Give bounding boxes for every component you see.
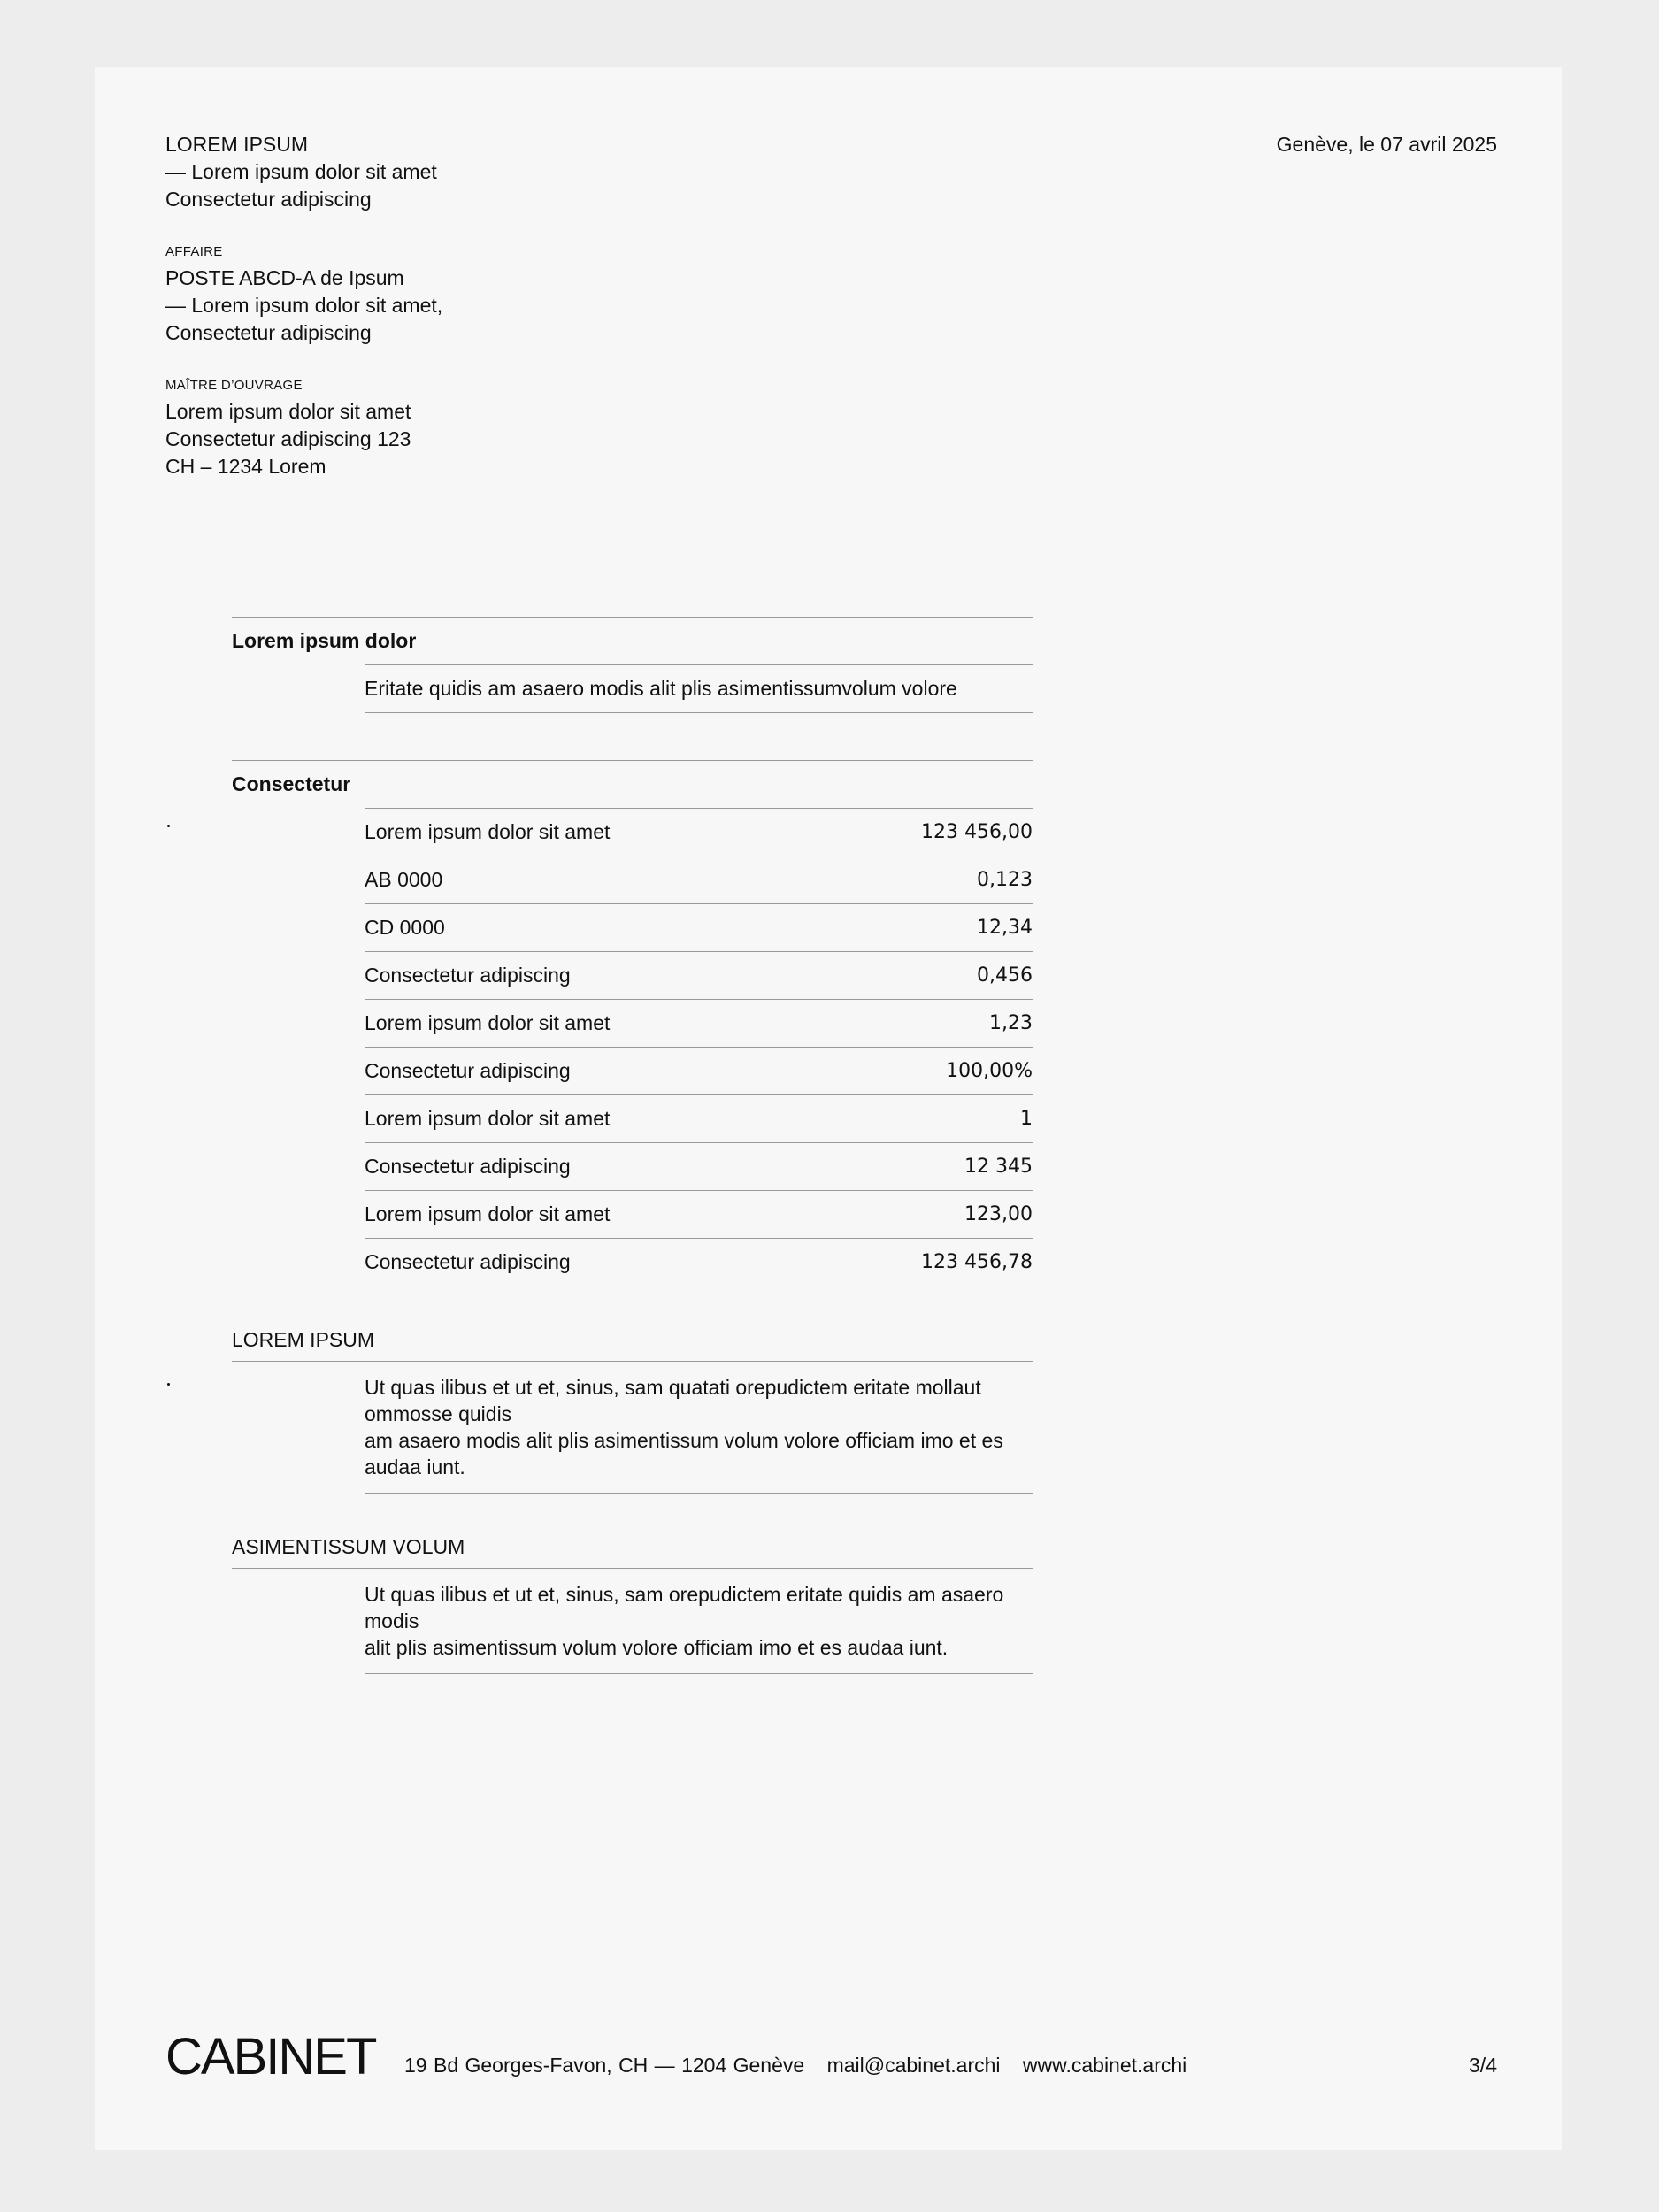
affaire-line1: POSTE ABCD-A de Ipsum xyxy=(165,266,404,289)
row-label: Lorem ipsum dolor sit amet xyxy=(365,1107,611,1130)
table-row xyxy=(365,1094,1033,1142)
paragraph-line2: alit plis asimentissum volum volore officiam imo et es audaa iunt. xyxy=(365,1636,949,1659)
document-page xyxy=(95,67,1562,2150)
header-title-block xyxy=(165,131,442,213)
table-row xyxy=(365,1190,1033,1238)
paragraph-line2: am asaero modis alit plis asimentissum volum volore officiam imo et es audaa iunt. xyxy=(365,1429,1003,1479)
row-value: 100,00% xyxy=(946,1060,1033,1082)
row-label: Lorem ipsum dolor sit amet xyxy=(365,1011,611,1034)
page-footer xyxy=(165,2030,1497,2083)
brand-logo: CABINET xyxy=(165,2028,376,2085)
affaire-label: AFFAIRE xyxy=(165,244,223,259)
row-value: 12,34 xyxy=(977,917,1033,939)
footer-address: 19 Bd Georges-Favon, CH — 1204 Genève xyxy=(404,2054,805,2077)
row-label: Consectetur adipiscing xyxy=(365,1155,571,1178)
footer-website[interactable]: www.cabinet.archi xyxy=(1022,2054,1187,2077)
row-label: Lorem ipsum dolor sit amet xyxy=(365,820,611,843)
section-lorem-ipsum-dolor xyxy=(232,617,1033,760)
section-consectetur xyxy=(232,760,1033,1318)
row-label: CD 0000 xyxy=(365,916,445,939)
content-area xyxy=(232,617,1033,1674)
section-lorem-ipsum xyxy=(232,1318,1033,1525)
maitre-ouvrage-line1: Lorem ipsum dolor sit amet xyxy=(165,400,411,423)
section-heading: LOREM IPSUM xyxy=(232,1328,375,1351)
affaire-line3: Consectetur adipiscing xyxy=(165,321,372,344)
document-subtitle-line2: Consectetur adipiscing xyxy=(165,188,372,211)
affaire-block xyxy=(165,243,442,347)
document-title: LOREM IPSUM xyxy=(165,133,309,156)
table-row xyxy=(365,999,1033,1047)
document-subtitle-line1: — Lorem ipsum dolor sit amet xyxy=(165,160,437,183)
header-block xyxy=(165,131,442,511)
row-value: 123 456,78 xyxy=(921,1251,1033,1273)
row-label: Consectetur adipiscing xyxy=(365,1250,571,1273)
row-value: 123,00 xyxy=(964,1203,1033,1225)
row-label: Lorem ipsum dolor sit amet xyxy=(365,1202,611,1225)
margin-dot xyxy=(167,1383,170,1386)
section-text-row xyxy=(365,664,1033,712)
maitre-ouvrage-line3: CH – 1234 Lorem xyxy=(165,455,326,478)
row-value: 0,456 xyxy=(977,964,1033,987)
margin-dot xyxy=(167,825,170,827)
affaire-line2: — Lorem ipsum dolor sit amet, xyxy=(165,294,443,317)
row-value: 123 456,00 xyxy=(921,821,1033,843)
table-row xyxy=(365,1238,1033,1286)
footer-email[interactable]: mail@cabinet.archi xyxy=(826,2054,1001,2077)
section-heading: Consectetur xyxy=(232,760,1033,808)
table-row xyxy=(365,951,1033,999)
maitre-ouvrage-block xyxy=(165,377,442,480)
page-number: 3/4 xyxy=(1469,2054,1497,2077)
section-body xyxy=(232,1361,1033,1494)
section-asimentissum-volum xyxy=(232,1525,1033,1674)
document-date: Genève, le 07 avril 2025 xyxy=(1276,133,1497,156)
maitre-ouvrage-label: MAÎTRE D’OUVRAGE xyxy=(165,378,303,393)
table-row xyxy=(365,808,1033,856)
row-label: Consectetur adipiscing xyxy=(365,1059,571,1082)
section-text: Eritate quidis am asaero modis alit plis asimentissumvolum volore xyxy=(365,677,957,700)
section-paragraph xyxy=(365,1362,1033,1494)
row-label: Consectetur adipiscing xyxy=(365,964,571,987)
table-row xyxy=(365,856,1033,903)
paragraph-line1: Ut quas ilibus et ut et, sinus, sam quatati orepudictem eritate mollaut ommosse quidis xyxy=(365,1376,981,1425)
row-value: 12 345 xyxy=(964,1156,1033,1178)
row-value: 0,123 xyxy=(977,869,1033,891)
table-row xyxy=(365,1047,1033,1094)
section-heading: Lorem ipsum dolor xyxy=(232,617,1033,664)
table-row xyxy=(365,903,1033,951)
paragraph-line1: Ut quas ilibus et ut et, sinus, sam orepudictem eritate quidis am asaero modis xyxy=(365,1583,1004,1632)
footer-contact xyxy=(404,2054,1202,2078)
section-body xyxy=(232,1568,1033,1674)
table-row xyxy=(365,1142,1033,1190)
row-label: AB 0000 xyxy=(365,868,443,891)
section-heading: ASIMENTISSUM VOLUM xyxy=(232,1535,465,1558)
section-paragraph xyxy=(365,1569,1033,1674)
row-value: 1,23 xyxy=(989,1012,1033,1034)
maitre-ouvrage-line2: Consectetur adipiscing 123 xyxy=(165,427,411,450)
row-value: 1 xyxy=(1020,1108,1033,1130)
